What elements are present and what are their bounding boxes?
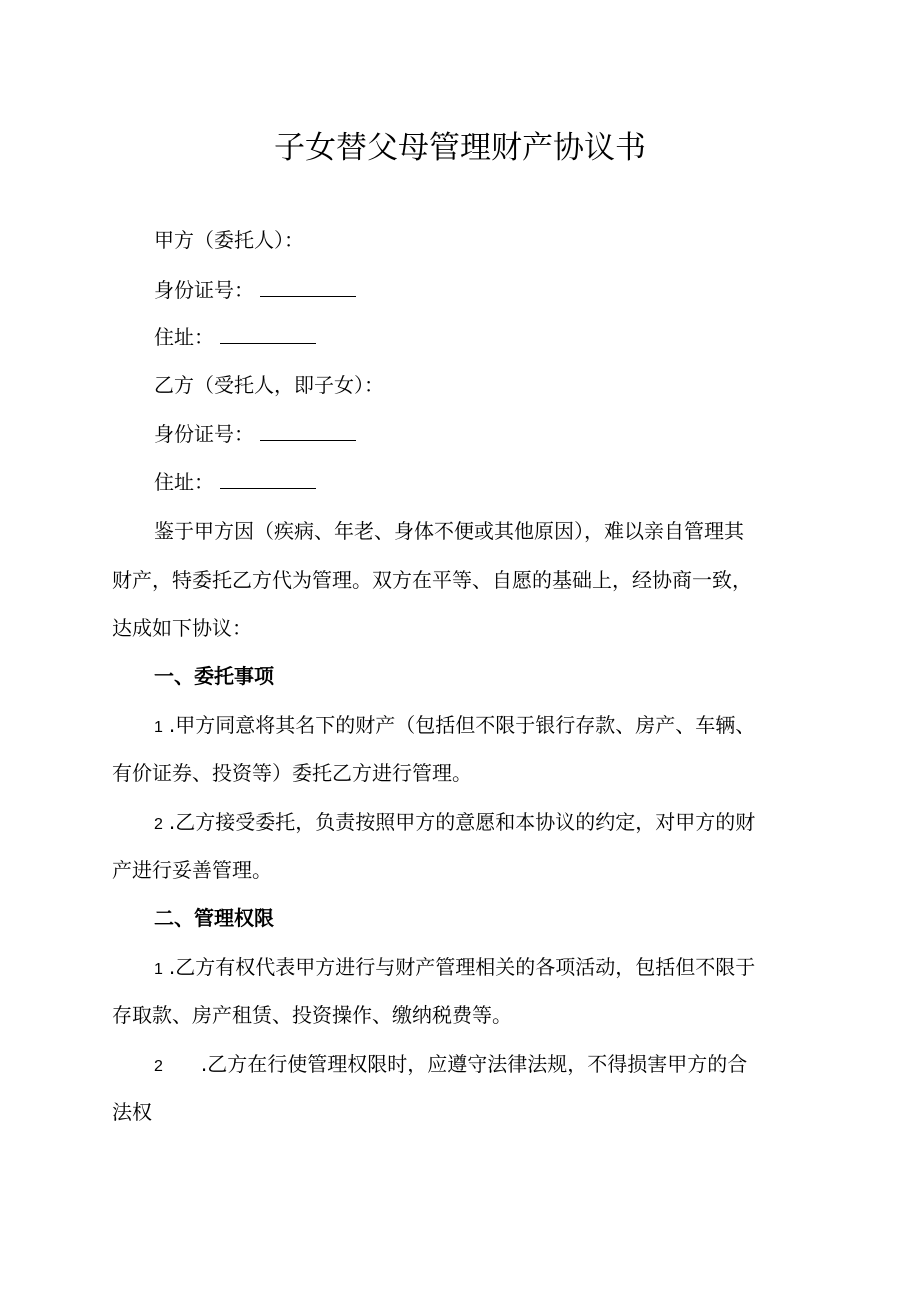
section-2-item-2-number: 2	[154, 1058, 163, 1075]
party-a-address-field	[154, 323, 316, 351]
section-2-item-1-line-1	[154, 953, 755, 984]
section-2-item-1-number: 1	[154, 961, 163, 978]
preamble-line-3: 达成如下协议：	[112, 616, 252, 640]
document-title: 子女替父母管理财产协议书	[274, 130, 646, 166]
section-1-item-2-text: .乙方接受委托，负责按照甲方的意愿和本协议的约定，对甲方的财	[168, 810, 756, 834]
party-a-id-field	[154, 276, 356, 304]
party-b-id-field	[154, 420, 356, 448]
party-b-id-label: 身份证号：	[154, 422, 254, 446]
section-2-item-1-line-2: 存取款、房产租赁、投资操作、缴纳税费等。	[112, 1003, 512, 1027]
section-1-item-1-number: 1	[154, 719, 163, 736]
section-2-item-2-text: .乙方在行使管理权限时，应遵守法律法规，不得损害甲方的合	[200, 1052, 748, 1076]
preamble-line-2: 财产，特委托乙方代为管理。双方在平等、自愿的基础上，经协商一致，	[112, 568, 752, 592]
party-b-address-label: 住址：	[154, 470, 214, 494]
section-1-item-2-number: 2	[154, 816, 163, 833]
section-1-item-2-line-1	[154, 808, 755, 839]
party-a-id-blank[interactable]	[260, 276, 356, 297]
party-a-address-label: 住址：	[154, 325, 214, 349]
section-2-item-2-line-2: 法权	[112, 1100, 152, 1124]
party-a-address-blank[interactable]	[220, 323, 316, 344]
section-1-item-1-line-1	[154, 711, 755, 742]
section-1-heading: 一、委托事项	[154, 664, 274, 688]
party-b-label: 乙方（受托人，即子女）：	[154, 373, 384, 397]
party-b-address-blank[interactable]	[220, 468, 316, 489]
section-2-heading: 二、管理权限	[154, 906, 274, 930]
section-2-item-2-line-1	[154, 1050, 747, 1081]
party-b-id-blank[interactable]	[260, 420, 356, 441]
section-1-item-2-line-2: 产进行妥善管理。	[112, 858, 272, 882]
party-a-label: 甲方（委托人）：	[154, 228, 304, 252]
preamble-line-1: 鉴于甲方因（疾病、年老、身体不便或其他原因），难以亲自管理其	[154, 519, 744, 543]
party-b-address-field	[154, 468, 316, 496]
party-a-id-label: 身份证号：	[154, 278, 254, 302]
section-1-item-1-text: .甲方同意将其名下的财产（包括但不限于银行存款、房产、车辆、	[168, 713, 756, 737]
section-1-item-1-line-2: 有价证券、投资等）委托乙方进行管理。	[112, 761, 472, 785]
section-2-item-1-text: .乙方有权代表甲方进行与财产管理相关的各项活动，包括但不限于	[168, 955, 756, 979]
